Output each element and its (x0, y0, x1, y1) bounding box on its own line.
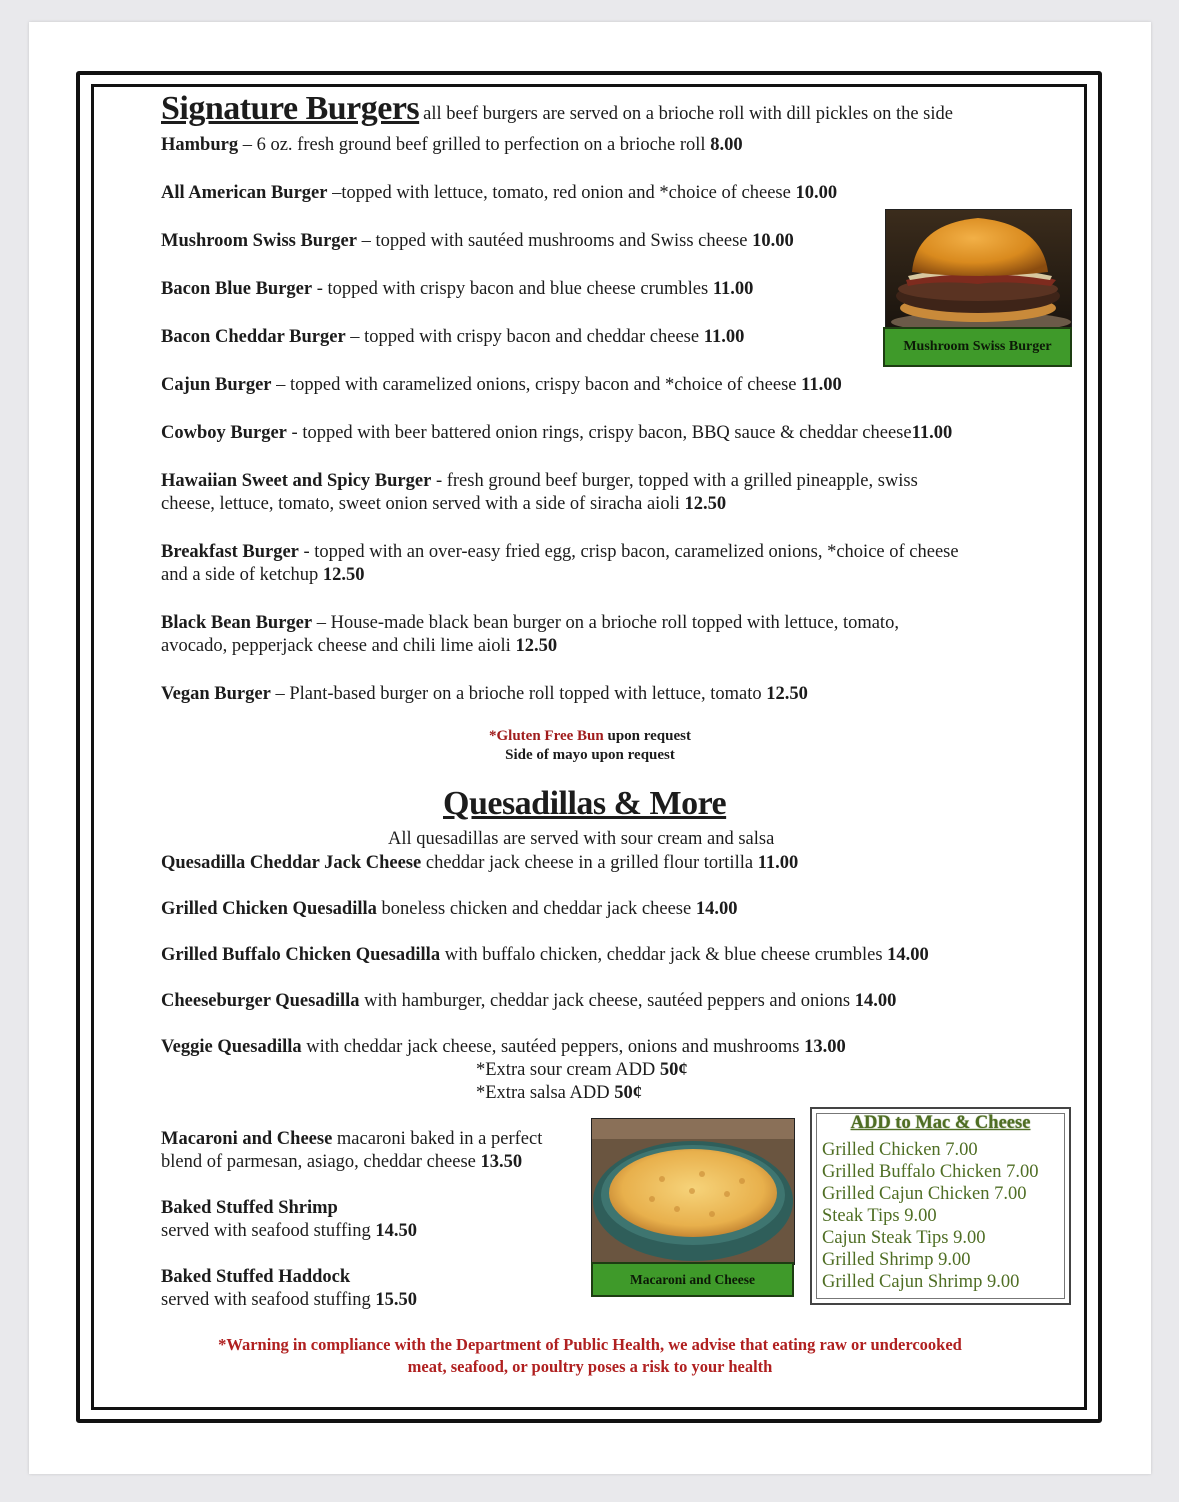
item-name: Macaroni and Cheese (161, 1129, 333, 1149)
menu-item-hamburg (161, 134, 743, 157)
addon-item: Grilled Shrimp 9.00 (822, 1250, 971, 1270)
item-name: Hamburg (161, 135, 239, 155)
menu-item-breakfast (161, 541, 959, 587)
menu-item-baked-stuffed-haddock (161, 1266, 417, 1312)
item-desc-line2: served with seafood stuffing (161, 1221, 376, 1241)
item-name: Baked Stuffed Shrimp (161, 1198, 338, 1218)
menu-item-bacon-cheddar (161, 326, 744, 349)
item-desc: with cheddar jack cheese, sautéed peppers, onions and mushrooms (301, 1037, 805, 1057)
mac-cheese-image (592, 1119, 794, 1264)
item-name: Baked Stuffed Haddock (161, 1267, 351, 1287)
menu-item-mac-and-cheese (161, 1128, 542, 1174)
menu-item-mushroom-swiss (161, 230, 794, 253)
menu-item-quesadilla-cheddar (161, 852, 798, 875)
item-name: Grilled Buffalo Chicken Quesadilla (161, 945, 441, 965)
gluten-free-label: *Gluten Free Bun (489, 728, 604, 744)
addon-item: Grilled Buffalo Chicken 7.00 (822, 1162, 1039, 1182)
item-price: 11.00 (801, 375, 842, 395)
quesadillas-title: Quesadillas & More (443, 785, 727, 822)
menu-item-cheeseburger-quesadilla (161, 990, 896, 1013)
addon-item: Steak Tips 9.00 (822, 1206, 937, 1226)
addons-title: ADD to Mac & Cheese (850, 1113, 1031, 1133)
item-desc: - topped with an over-easy fried egg, crisp bacon, caramelized onions, *choice of cheese (298, 542, 959, 562)
item-desc: – 6 oz. fresh ground beef grilled to perfection on a brioche roll (238, 135, 711, 155)
item-name: Quesadilla Cheddar Jack Cheese (161, 853, 422, 873)
gluten-free-rest: upon request (603, 728, 691, 744)
item-desc: –topped with lettuce, tomato, red onion and *choice of cheese (327, 183, 796, 203)
item-name: Bacon Cheddar Burger (161, 327, 346, 347)
item-desc: – topped with caramelized onions, crispy bacon and *choice of cheese (271, 375, 802, 395)
addon-item: Cajun Steak Tips 9.00 (822, 1228, 986, 1248)
menu-item-black-bean (161, 612, 899, 658)
item-name: Cowboy Burger (161, 423, 287, 443)
addon-item: Grilled Chicken 7.00 (822, 1140, 978, 1160)
health-warning (150, 1334, 1030, 1378)
addon-item: Grilled Cajun Shrimp 9.00 (822, 1272, 1020, 1292)
item-price: 11.00 (911, 423, 953, 443)
menu-item-grilled-chicken-quesadilla (161, 898, 737, 921)
item-desc: – House-made black bean burger on a brioche roll topped with lettuce, tomato, (312, 613, 899, 633)
item-desc: - topped with crispy bacon and blue cheese crumbles (312, 279, 713, 299)
item-price: 11.00 (703, 327, 745, 347)
item-desc-line2: and a side of ketchup (161, 565, 323, 585)
item-price: 14.00 (854, 991, 897, 1011)
extra-price: 50¢ (614, 1083, 642, 1103)
item-desc: – Plant-based burger on a brioche roll topped with lettuce, tomato (270, 684, 767, 704)
item-price: 14.00 (887, 945, 929, 965)
item-price: 12.50 (766, 684, 808, 704)
menu-item-veggie-quesadilla (161, 1036, 846, 1059)
menu-item-vegan (161, 683, 808, 706)
item-name: Hawaiian Sweet and Spicy Burger (161, 471, 432, 491)
item-desc: with hamburger, cheddar jack cheese, sautéed peppers and onions (359, 991, 855, 1011)
extra-text: *Extra salsa ADD (476, 1083, 615, 1103)
item-name: Bacon Blue Burger (161, 279, 313, 299)
item-price: 12.50 (515, 636, 558, 656)
mac-cheese-photo (591, 1118, 795, 1265)
mayo-note: Side of mayo upon request (505, 747, 675, 763)
warning-line-2: meat, seafood, or poultry poses a risk to your health (407, 1357, 773, 1376)
item-price: 8.00 (710, 135, 743, 155)
item-price: 11.00 (757, 853, 799, 873)
item-price: 13.00 (804, 1037, 846, 1057)
menu-item-cowboy (161, 422, 952, 445)
warning-line-1: *Warning in compliance with the Department of Public Health, we advise that eating raw or undercooked (218, 1335, 962, 1354)
item-name: Grilled Chicken Quesadilla (161, 899, 377, 919)
item-price: 15.50 (375, 1290, 418, 1310)
extra-salsa (476, 1082, 642, 1105)
extra-price: 50¢ (659, 1060, 688, 1080)
menu-item-bacon-blue (161, 278, 753, 301)
menu-item-hawaiian (161, 470, 918, 516)
item-price: 11.00 (712, 279, 754, 299)
burgers-subtitle: all beef burgers are served on a brioche roll with dill pickles on the side (423, 104, 953, 124)
item-desc: - topped with beer battered onion rings, crispy bacon, BBQ sauce & cheddar cheese (286, 423, 912, 443)
item-desc: cheddar jack cheese in a grilled flour tortilla (421, 853, 758, 873)
item-desc: - fresh ground beef burger, topped with a grilled pineapple, swiss (431, 471, 918, 491)
item-price: 10.00 (752, 231, 794, 251)
extra-sour-cream (476, 1059, 688, 1082)
burger-image (886, 210, 1071, 328)
burgers-header (161, 90, 953, 128)
burger-photo (885, 209, 1072, 329)
item-price: 12.50 (684, 494, 727, 514)
menu-item-baked-stuffed-shrimp (161, 1197, 417, 1243)
item-price: 14.00 (695, 899, 738, 919)
item-desc: boneless chicken and cheddar jack cheese (376, 899, 696, 919)
item-price: 14.50 (375, 1221, 418, 1241)
extra-text: *Extra sour cream ADD (476, 1060, 660, 1080)
item-name: Veggie Quesadilla (161, 1037, 302, 1057)
addon-item: Grilled Cajun Chicken 7.00 (822, 1184, 1027, 1204)
quesadillas-subtitle: All quesadillas are served with sour cream and salsa (388, 829, 775, 849)
menu-item-buffalo-chicken-quesadilla (161, 944, 929, 967)
item-name: All American Burger (161, 183, 328, 203)
item-name: Cajun Burger (161, 375, 272, 395)
item-name: Mushroom Swiss Burger (161, 231, 357, 251)
menu-item-cajun (161, 374, 842, 397)
item-desc: – topped with sautéed mushrooms and Swiss cheese (356, 231, 753, 251)
burger-notes (440, 727, 740, 765)
mac-cheese-photo-caption: Macaroni and Cheese (591, 1262, 794, 1297)
item-price: 10.00 (795, 183, 838, 203)
item-desc: – topped with crispy bacon and cheddar cheese (345, 327, 704, 347)
item-name: Vegan Burger (161, 684, 271, 704)
item-desc: with buffalo chicken, cheddar jack & blue cheese crumbles (440, 945, 888, 965)
item-name: Breakfast Burger (161, 542, 299, 562)
item-desc-line2: avocado, pepperjack cheese and chili lime aioli (161, 636, 516, 656)
burger-photo-caption: Mushroom Swiss Burger (883, 327, 1072, 367)
item-desc-line2: served with seafood stuffing (161, 1290, 376, 1310)
item-name: Black Bean Burger (161, 613, 313, 633)
menu-item-all-american (161, 182, 837, 205)
burgers-title: Signature Burgers (161, 90, 420, 127)
item-price: 13.50 (480, 1152, 523, 1172)
item-name: Cheeseburger Quesadilla (161, 991, 360, 1011)
item-desc: macaroni baked in a perfect (332, 1129, 543, 1149)
item-price: 12.50 (322, 565, 365, 585)
item-desc-line2: cheese, lettuce, tomato, sweet onion served with a side of siracha aioli (161, 494, 685, 514)
mac-cheese-addons-box (810, 1107, 1071, 1305)
item-desc-line2: blend of parmesan, asiago, cheddar cheese (161, 1152, 481, 1172)
